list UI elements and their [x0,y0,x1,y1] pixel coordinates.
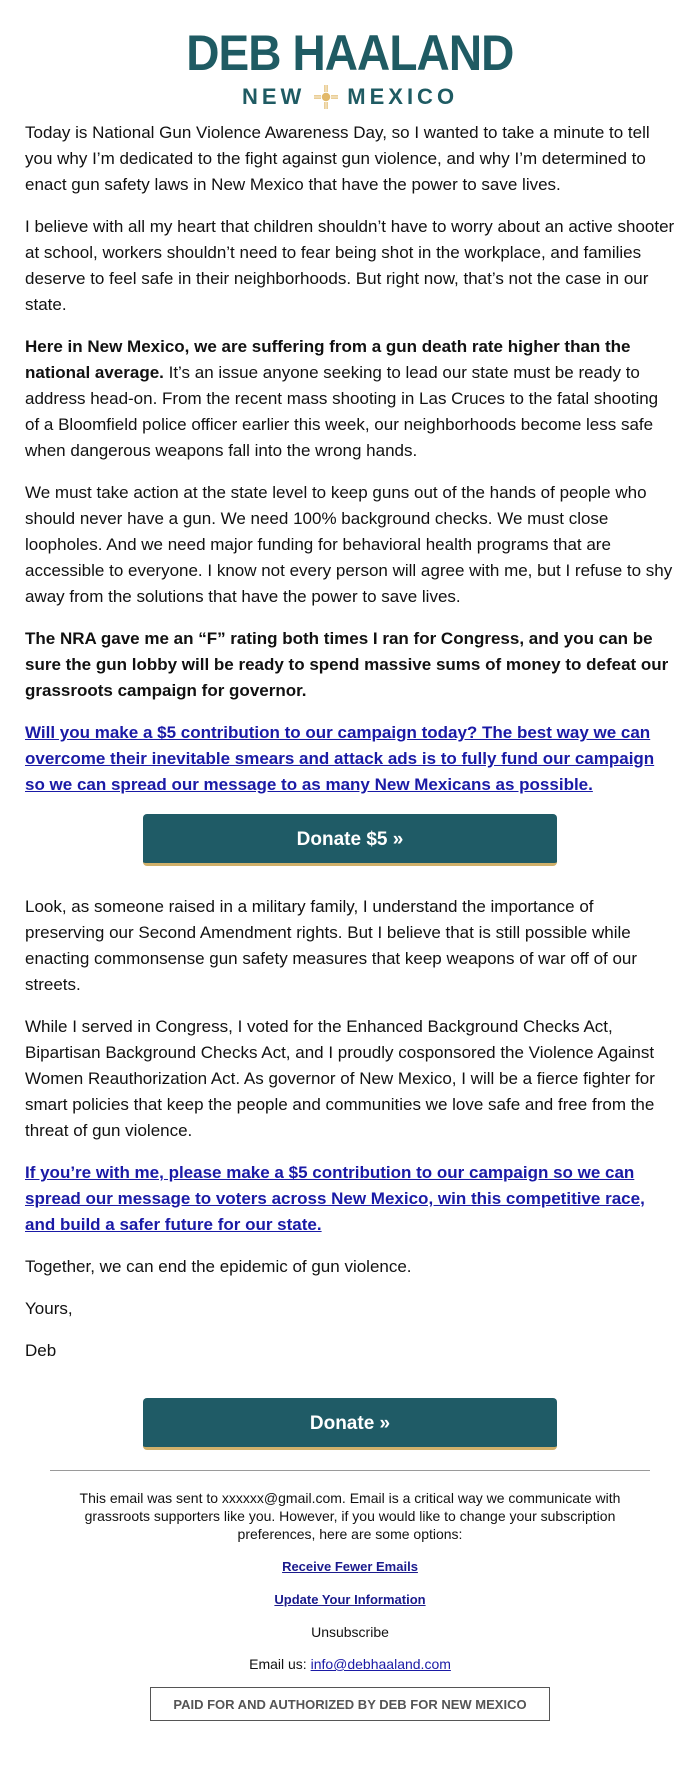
contribution-link-1[interactable]: Will you make a $5 contribution to our campaign today? The best way we can overcome their inevitable smears and attack ads is to fully fund our campaign so we can spread our message to as many New Mexicans as possible. [25,723,655,794]
email-body [0,120,700,1450]
cta-paragraph-1 [25,720,675,798]
paid-for-disclaimer: PAID FOR AND AUTHORIZED BY DEB FOR NEW MEXICO [150,1687,550,1721]
paragraph-gun-death-rate-bold: Here in New Mexico, we are suffering from a gun death rate higher than the national average. [25,337,631,382]
logo-name: DEB HAALAND [186,25,514,81]
footer-email-label: Email us: [249,1656,311,1672]
zia-sun-icon [313,84,339,110]
receive-fewer-emails-link[interactable]: Receive Fewer Emails [282,1559,418,1574]
contribution-link-2[interactable]: If you’re with me, please make a $5 contribution to our campaign so we can spread our message to voters across New Mexico, win this competitive race, and build a safer future for our state. [25,1163,645,1234]
paragraph-belief: I believe with all my heart that children shouldn’t have to worry about an active shooter at school, workers shouldn’t need to fear being shot in the workplace, and families deserve to feel safe in their neighborhoods. But right now, that’s not the case in our state. [25,217,675,314]
paragraph-second-amendment: Look, as someone raised in a military family, I understand the importance of preserving our Second Amendment rights. But I believe that is still possible while enacting commonsense gun safety measures that keep weapons of war off of our streets. [25,897,638,994]
logo-header [0,0,700,120]
logo-state-left: NEW [241,84,306,109]
paragraph-intro: Today is National Gun Violence Awareness Day, so I wanted to take a minute to tell you why I’m dedicated to the fight against gun violence, and why I’m determined to enact gun safety laws in New Mexico that have the power to save lives. [25,123,650,194]
signoff: Yours, [25,1299,73,1318]
cta-paragraph-2 [25,1160,675,1238]
donate-5-button[interactable]: Donate $5 » [143,814,557,866]
update-information-link[interactable]: Update Your Information [274,1592,426,1607]
paragraph-action: We must take action at the state level to keep guns out of the hands of people who should never have a gun. We need 100% background checks. We must close loopholes. And we need major funding for behavioral health programs that are accessible to everyone. I know not every person will agree with me, but I refuse to shy away from the solutions that have the power to save lives. [25,483,673,606]
donate-5-button-wrap [25,814,675,866]
logo-state-right: MEXICO [347,84,459,109]
footer-divider [50,1470,650,1471]
donate-button[interactable]: Donate » [143,1398,557,1450]
unsubscribe-link[interactable]: Unsubscribe [311,1624,389,1640]
paragraph-together: Together, we can end the epidemic of gun violence. [25,1257,412,1276]
paragraph-nra-rating: The NRA gave me an “F” rating both times I ran for Congress, and you can be sure the gun lobby will be ready to spend massive sums of money to defeat our grassroots campaign for governor. [25,629,669,700]
logo-state [0,84,700,110]
footer-email-link[interactable]: info@debhaaland.com [310,1656,451,1672]
footer-notice: This email was sent to xxxxxx@gmail.com. Email is a critical way we communicate with grassroots supporters like you. However, if you would like to change your subscription preferences, here are some options: [79,1490,621,1542]
paragraph-congress-record: While I served in Congress, I voted for the Enhanced Background Checks Act, Bipartisan Background Checks Act, and I proudly cosponsored the Violence Against Women Reauthorization Act. As governor of New Mexico, I will be a fierce fighter for smart policies that keep the people and communities we love safe and free from the threat of gun violence. [25,1017,655,1140]
footer-email-line [60,1655,640,1673]
signature: Deb [25,1341,57,1360]
footer [0,1489,700,1721]
paragraph-gun-death-rate-rest: It’s an issue anyone seeking to lead our state must be ready to address head-on. From the recent mass shooting in Las Cruces to the fatal shooting of a Bloomfield police officer earlier this week, our neighborhoods become less safe when dangerous weapons fall into the wrong hands. [25,363,659,460]
paragraph-gun-death-rate [25,334,675,464]
donate-button-wrap [25,1398,675,1450]
